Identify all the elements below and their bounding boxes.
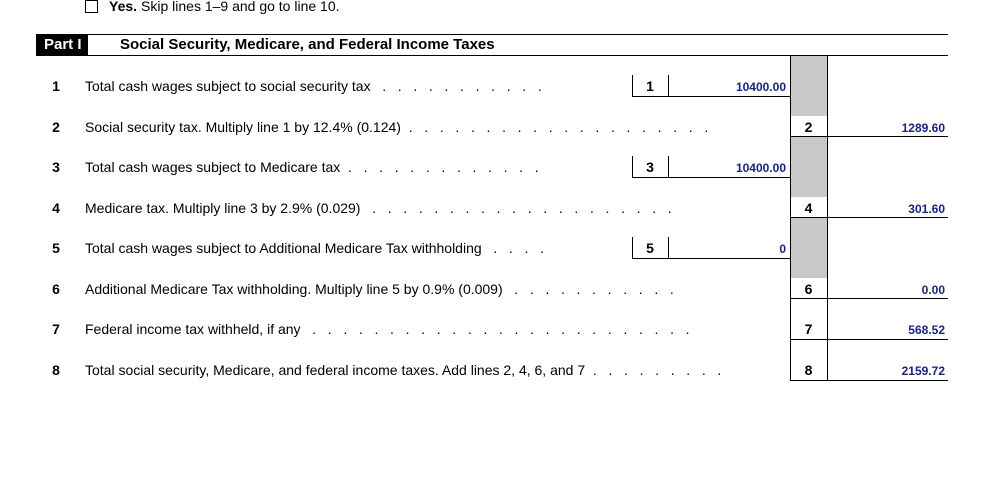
right-box-number: 6 <box>804 281 813 297</box>
line-7-amount[interactable]: 568.52 <box>908 323 945 337</box>
line-description: Total cash wages subject to Medicare tax . . . . . . . . . . . . . <box>85 159 539 175</box>
right-box-number: 2 <box>804 119 813 135</box>
line-description: Federal income tax withheld, if any . . . . . . . . . . . . . . . . . . . . . . . . . <box>85 321 690 337</box>
shaded-cell-line-5 <box>790 218 827 278</box>
line-number: 5 <box>52 240 60 256</box>
part-badge: Part I <box>36 35 88 55</box>
line-description: Total cash wages subject to social security tax . . . . . . . . . . . <box>85 78 542 94</box>
inner-box-underline <box>632 177 790 178</box>
right-box-number: 8 <box>804 362 813 378</box>
part-title: Social Security, Medicare, and Federal Income Taxes <box>120 36 495 53</box>
line-6-amount[interactable]: 0.00 <box>921 283 945 297</box>
line-number: 2 <box>52 119 60 135</box>
yes-checkbox[interactable] <box>85 0 98 13</box>
line-number: 1 <box>52 78 60 94</box>
line-5-amount[interactable]: 0 <box>779 242 786 256</box>
yes-option <box>85 0 340 15</box>
inner-box-number: 3 <box>646 159 654 175</box>
line-1-amount[interactable]: 10400.00 <box>735 80 786 94</box>
line-description: Medicare tax. Multiply line 3 by 2.9% (0.029) . . . . . . . . . . . . . . . . . . . . <box>85 200 672 216</box>
inner-box-underline <box>632 96 790 97</box>
line-number: 6 <box>52 281 60 297</box>
yes-label: Yes. <box>109 0 138 14</box>
line-number: 3 <box>52 159 60 175</box>
yes-instruction: Skip lines 1–9 and go to line 10. <box>141 0 340 14</box>
right-box-number: 4 <box>804 200 813 216</box>
row-underline <box>790 298 948 299</box>
shaded-cell-line-3 <box>790 137 827 197</box>
inner-box-underline <box>632 258 790 259</box>
line-description: Total cash wages subject to Additional Medicare Tax withholding . . . . <box>85 240 544 256</box>
line-number: 8 <box>52 362 60 378</box>
line-number: 4 <box>52 200 60 216</box>
inner-box-number: 1 <box>646 78 654 94</box>
inner-box-number: 5 <box>646 240 654 256</box>
shaded-cell-line-1 <box>790 56 827 116</box>
row-underline <box>790 217 948 218</box>
line-description: Additional Medicare Tax withholding. Multiply line 5 by 0.9% (0.009) . . . . . . . . . . . <box>85 281 674 297</box>
line-3-amount[interactable]: 10400.00 <box>735 161 786 175</box>
line-description: Total social security, Medicare, and federal income taxes. Add lines 2, 4, 6, and 7 . . . . . . . . . <box>85 362 722 378</box>
line-8-amount[interactable]: 2159.72 <box>901 364 945 378</box>
line-number: 7 <box>52 321 60 337</box>
row-underline <box>790 136 948 137</box>
line-4-amount[interactable]: 301.60 <box>908 202 945 216</box>
line-2-amount[interactable]: 1289.60 <box>901 121 945 135</box>
row-underline <box>790 380 948 381</box>
row-underline <box>790 339 948 340</box>
line-description: Social security tax. Multiply line 1 by 12.4% (0.124) . . . . . . . . . . . . . . . . . . . . <box>85 119 709 135</box>
right-box-number: 7 <box>804 321 813 337</box>
